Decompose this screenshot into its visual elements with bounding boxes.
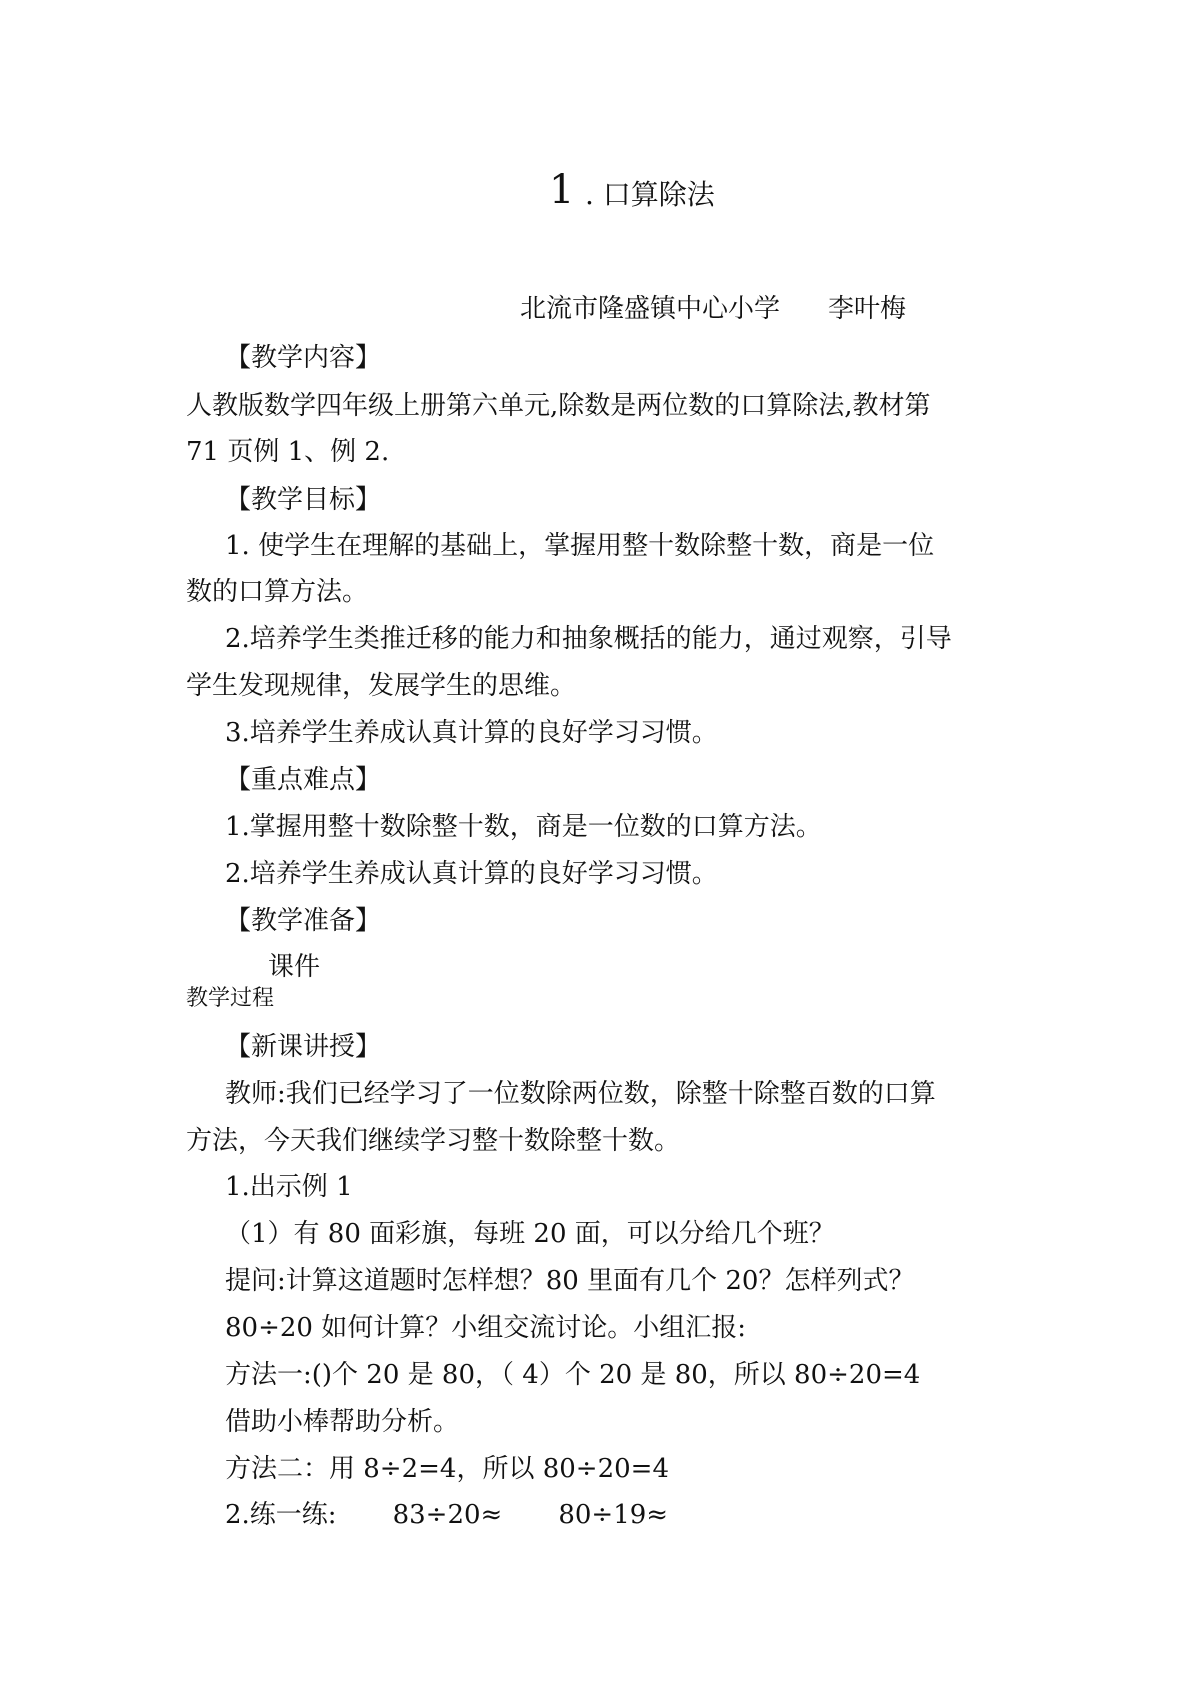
prep-heading: 【教学准备】 bbox=[225, 906, 382, 936]
key-point-2: 2.培养学生养成认真计算的良好学习习惯。 bbox=[225, 859, 718, 889]
ask-line: 提问:计算这道题时怎样想？80 里面有几个 20？怎样列式？ bbox=[225, 1266, 915, 1296]
goal-1-line-1: 1. 使学生在理解的基础上，掌握用整十数除整十数，商是一位 bbox=[225, 531, 935, 561]
title-text: . 口算除法 bbox=[585, 178, 715, 211]
teacher-line-2: 方法，今天我们继续学习整十数除整十数。 bbox=[186, 1126, 681, 1156]
goal-3: 3.培养学生养成认真计算的良好学习习惯。 bbox=[225, 718, 718, 748]
goals-heading: 【教学目标】 bbox=[225, 485, 382, 515]
author-name: 李叶梅 bbox=[828, 294, 907, 324]
content-line-2: 71 页例 1、例 2. bbox=[186, 437, 390, 467]
key-point-1: 1.掌握用整十数除整十数，商是一位数的口算方法。 bbox=[225, 812, 822, 842]
goal-1-line-2: 数的口算方法。 bbox=[186, 577, 369, 607]
method-2: 方法二：用 8÷2=4，所以 80÷20=4 bbox=[225, 1454, 670, 1484]
process-heading: 教学过程 bbox=[186, 986, 275, 1011]
method-1: 方法一:()个 20 是 80，（ 4）个 20 是 80，所以 80÷20=4 bbox=[225, 1360, 921, 1390]
practice-line bbox=[225, 1498, 668, 1532]
goal-2-line-2: 学生发现规律，发展学生的思维。 bbox=[186, 671, 577, 701]
teacher-line-1: 教师:我们已经学习了一位数除两位数，除整十除整百数的口算 bbox=[225, 1079, 936, 1109]
practice-item-1: 83÷20≈ bbox=[392, 1500, 503, 1530]
goal-2-line-1: 2.培养学生类推迁移的能力和抽象概括的能力，通过观察，引导 bbox=[225, 624, 952, 654]
sticks-line: 借助小棒帮助分析。 bbox=[225, 1407, 460, 1437]
discuss-line: 80÷20 如何计算？小组交流讨论。小组汇报: bbox=[225, 1313, 746, 1343]
example-1: 1.出示例 1 bbox=[225, 1172, 353, 1202]
content-heading: 【教学内容】 bbox=[225, 343, 382, 373]
prep-item: 课件 bbox=[268, 952, 321, 982]
new-lesson-heading: 【新课讲授】 bbox=[225, 1032, 382, 1062]
practice-label: 2.练一练: bbox=[225, 1500, 337, 1530]
content-line-1: 人教版数学四年级上册第六单元,除数是两位数的口算除法,教材第 bbox=[186, 391, 931, 421]
author-line bbox=[520, 292, 906, 326]
author-school: 北流市隆盛镇中心小学 bbox=[520, 294, 781, 324]
question-1: （1）有 80 面彩旗，每班 20 面，可以分给几个班？ bbox=[225, 1219, 835, 1249]
practice-item-2: 80÷19≈ bbox=[558, 1500, 669, 1530]
key-heading: 【重点难点】 bbox=[225, 765, 382, 795]
title-number: 1 bbox=[549, 167, 575, 213]
